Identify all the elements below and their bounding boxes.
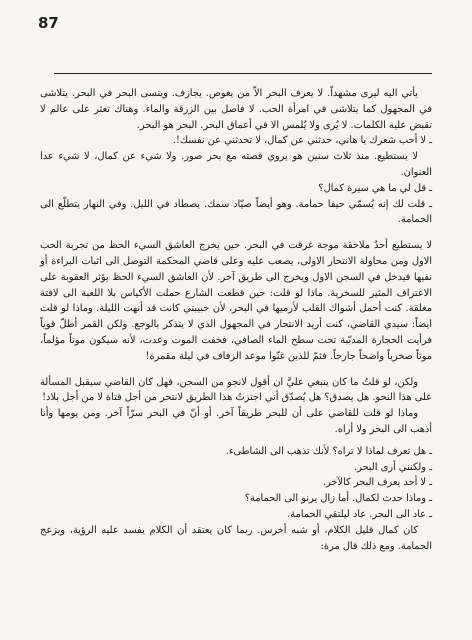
dialogue-line: ـ قلت لك إنه يُسمّي حيفا حمامة. وهو أيضاً صيّاد سمك. يصطاد في الليل. وفي النهار يتطلّع الى الحمامة. (40, 198, 432, 226)
paragraph: كان كمال قليل الكلام، أو شبه أخرس. ربما كان يعتقد أن الكلام يفسد عليه الرؤية، ويزعج الحمامة. ومع ذلك قال مرة: (40, 524, 432, 552)
paragraph: يأتي اليه ليرى مشهداً. لا يعرف البحر الاّ من يغوص. يجازف. وينسى البحر في البحر. يتلاشى في المجهول كما يتلاشى في امرأة الحب. لا فاصل بين الزرقة والماء. وهناك تعثر على عالم لا تقبض عليه الكلمات. لا يُرى ولا يُلمس الا في أعماق البحر. البحر هو البحر. (40, 88, 432, 131)
paragraph: ولكن، لو قلتُ ما كان ينبغي عليَّ ان أقول لانجو من السجن، فهل كان القاضي سيقبل المسألة على هذا النحو. هل يصدق؟ هل يُصدّق أني اجتزتُ هذا الطريق لانتحر من أجل فتاة لا من أجل بلاد! (40, 376, 432, 404)
paragraph: لا يستطيع أحدٌ ملاحقة موجة غرقت في البحر. حين يخرج العاشق السيء الحظ من تجربة الحب الاول ومن محاولة الانتحار الاولى، يصعب عليه وعلى قاضي المحكمة التوصل الى اثبات البراءة أو نفيها فيدخل في السجن الاول ويخرج الى طريق آخر. لأن العاشق السيء الحظ يؤثر العقوبة على الاعتراف المثير للسخرية. ماذا لو قلت: حين قطعت الشارع حملت الأكياس بلا اللعبة الى لافتة مغلقة. كنت أحمل أشواك القلب لأرميها في البحر، لأن حبيبتي كانت قد أنهت الليلة. وماذا لو قلت ايضاً: سيدي القاضي، كنت أريد الانتحار في المجهول الذي لا يتذكر بالوجع. ولكن القمر أطلّ قوياً فرأيت الحجارة المدبّبة تحت سطح الماء الصافي، فخفت الموت وعدت، لأنه سيكون موتاً مؤلماً، موتاً صخرياً واضحاً جارحاً. فثمّ للذين غنّوا موعد الزفاف في ليلة مقمرة! (40, 240, 432, 362)
dialogue-line: ـ لا أحد يعرف البحر كالآخر. (322, 477, 432, 489)
dialogue-line: ـ عاد الى البحر. عاد ليلتقي الحمامة. (287, 508, 432, 520)
dialogue-line: ـ لا أحب شعرك يا هاني، حدثني عن كمال، لا تحدثني عن نفسك!. (172, 135, 432, 147)
dialogue-line: ـ قل لي ما هي سيرة كمال؟ (318, 182, 432, 194)
page-number: 87 (38, 14, 59, 32)
header-rule (54, 73, 432, 74)
paragraph: لا يستطيع. منذ ثلاث سنين هو يروي قصته مع بحر صور. ولا شيء عن كمال، لا شيء عدا العنوان. (40, 151, 432, 178)
dialogue-line: ـ ولكنني أرى البحر. (353, 461, 432, 473)
dialogue-line: ـ هل تعرف لماذا لا تراه؟ لأنك تذهب الى الشاطىء. (225, 445, 432, 457)
dialogue-line: ـ وماذا حدث لكمال. أما زال يرنو الى الحمامة؟ (244, 493, 432, 505)
page-body (40, 86, 432, 554)
paragraph: وماذا لو قلت للقاضي على أن للبحر طريقاً آخر. أو أنّ في البحر سرّاً آخر. ومن يومها وأنا أذهب الى البحر ولا أراه. (40, 408, 432, 435)
